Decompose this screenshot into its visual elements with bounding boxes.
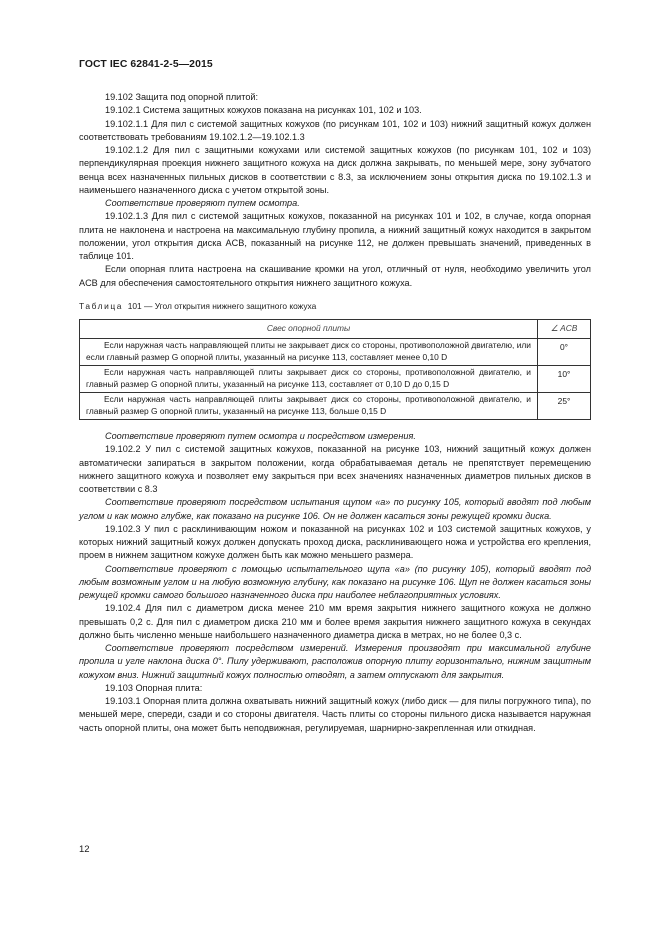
compliance-note: Соответствие проверяют путем осмотра. bbox=[105, 198, 300, 208]
compliance-note: Соответствие проверяют путем осмотра и посредством измерения. bbox=[105, 431, 416, 441]
compliance-note: Соответствие проверяют посредством испытания щупом «а» по рисунку 105, который вводят под любым углом и как можно глубже, как показано на рисунке 106. Он не должен касаться зоны режущей кромки диска. bbox=[79, 497, 591, 521]
table-cell-angle: 25° bbox=[538, 393, 591, 420]
section-19-102: 19.102 Защита под опорной плитой: bbox=[105, 92, 259, 102]
table-header-desc: Свес опорной плиты bbox=[80, 320, 538, 339]
section-19-102-1-2: 19.102.1.2 Для пил с защитными кожухами или системой защитных кожухов (по рисункам 101, 102 и 103) перпендикулярная проекция нижнего защитного кожуха на диск должна закрывать, по меньшей мере, зону зубчатого венца всех назначенных пильных дисков в соответствии с 8.3, за исключением зоны открытия диска по 19.102.1.3 и наименьшего назначенного диска с учетом открытой зоны. bbox=[79, 145, 591, 195]
table-caption-label: Таблица bbox=[79, 300, 124, 311]
page-content bbox=[79, 91, 591, 735]
compliance-note: Соответствие проверяют посредством измерений. Измерения производят при максимальной глубине пропила и угле наклона диска 0°. Пилу удерживают, расположив опорную плиту горизонтально, нижним защитным кожухом вниз. Нижний защитный кожух полностью отводят, а затем отпускают для закрытия. bbox=[79, 643, 591, 680]
section-19-102-1-3: 19.102.1.3 Для пил с системой защитных кожухов, показанной на рисунках 101 и 102, в случае, когда опорная плита не наклонена и настроена на максимальную глубину пропила, а нижний защитный кожух находится в закрытом положении, угол открытия диска ACB, показанный на рисунке 112, не должен превышать значений, приведенных в таблице 101. bbox=[79, 211, 591, 261]
section-19-103-1: 19.103.1 Опорная плита должна охватывать нижний защитный кожух (либо диск — для пилы погружного типа), по меньшей мере, спереди, сзади и со стороны двигателя. Часть плиты со стороны пильного диска называется наружная часть опорной плиты, она может быть неподвижная, регулируемая, шарнирно-закрепленная или откидная. bbox=[79, 696, 591, 733]
table-row bbox=[80, 339, 591, 366]
paragraph: Если опорная плита настроена на скашивание кромки на угол, отличный от нуля, необходимо увеличить угол ACB для обеспечения самостоятельного открытия нижнего защитного кожуха. bbox=[79, 264, 591, 288]
section-19-102-1-1: 19.102.1.1 Для пил с системой защитных кожухов (по рисункам 101, 102 и 103) нижний защитный кожух должен соответствовать требованиям 19.102.1.2—19.102.1.3 bbox=[79, 118, 591, 142]
table-header-row bbox=[80, 320, 591, 339]
table-caption bbox=[79, 300, 591, 313]
document-header: ГОСТ IEC 62841-2-5—2015 bbox=[79, 59, 213, 70]
table-cell-angle: 10° bbox=[538, 366, 591, 393]
table-cell-desc: Если наружная часть направляющей плиты закрывает диск со стороны, противоположной двигателю, и главный размер G опорной плиты, указанный на рисунке 113, составляет от 0,10 D до 0,15 D bbox=[80, 366, 538, 393]
page-number: 12 bbox=[79, 844, 90, 855]
section-19-102-3: 19.102.3 У пил с расклинивающим ножом и показанной на рисунках 102 и 103 системой защитных кожухов, у которых нижний защитный кожух должен допускать проход диска, расклинивающего ножа и устройства его крепления, проем в нижнем защитном кожухе должен быть как можно меньшего размера. bbox=[79, 523, 591, 561]
table-row bbox=[80, 393, 591, 420]
paragraphs-before bbox=[79, 91, 591, 290]
table-cell-desc: Если наружная часть направляющей плиты не закрывает диск со стороны, противоположной двигателю, или если главный размер G опорной плиты, указанный на рисунке 113, составляет менее 0,10 D bbox=[80, 339, 538, 366]
table-header-angle: ∠ ACB bbox=[538, 320, 591, 339]
section-19-103: 19.103 Опорная плита: bbox=[105, 682, 203, 693]
compliance-note: Соответствие проверяют с помощью испытательного щупа «а» (по рисунку 105), который вводят под любым возможным углом и на любую возможную глубину, как показано на рисунке 106. Щуп не должен касаться зоны режущей кромки самого большого назначенного диска при наиболее неблагоприятных условиях. bbox=[79, 563, 591, 600]
angle-table bbox=[79, 319, 591, 420]
table-cell-desc: Если наружная часть направляющей плиты закрывает диск со стороны, противоположной двигателю, и главный размер G опорной плиты, указанный на рисунке 113, больше 0,15 D bbox=[80, 393, 538, 420]
paragraphs-after bbox=[79, 430, 591, 735]
section-19-102-2: 19.102.2 У пил с системой защитных кожухов, показанной на рисунке 103, нижний защитный кожух должен автоматически запираться в закрытом положении, когда обрабатываемая деталь не препятствует перемещению нижнего защитного кожуха и позволяет ему закрыться при всех значениях назначенных диаметров пильных дисков в соответствии с 8.3 bbox=[79, 444, 591, 494]
table-caption-text: 101 — Угол открытия нижнего защитного кожуха bbox=[127, 300, 317, 311]
table-row bbox=[80, 366, 591, 393]
table-cell-angle: 0° bbox=[538, 339, 591, 366]
section-19-102-1: 19.102.1 Система защитных кожухов показана на рисунках 101, 102 и 103. bbox=[105, 105, 422, 116]
section-19-102-4: 19.102.4 Для пил с диаметром диска менее 210 мм время закрытия нижнего защитного кожуха не должно превышать 0,2 с. Для пил с диаметром диска 210 мм и более время закрытия нижнего защитного кожуха в секундах должно быть численно меньше наибольшего назначенного диаметра диска в метрах, но не более 0,3 с. bbox=[79, 603, 591, 640]
